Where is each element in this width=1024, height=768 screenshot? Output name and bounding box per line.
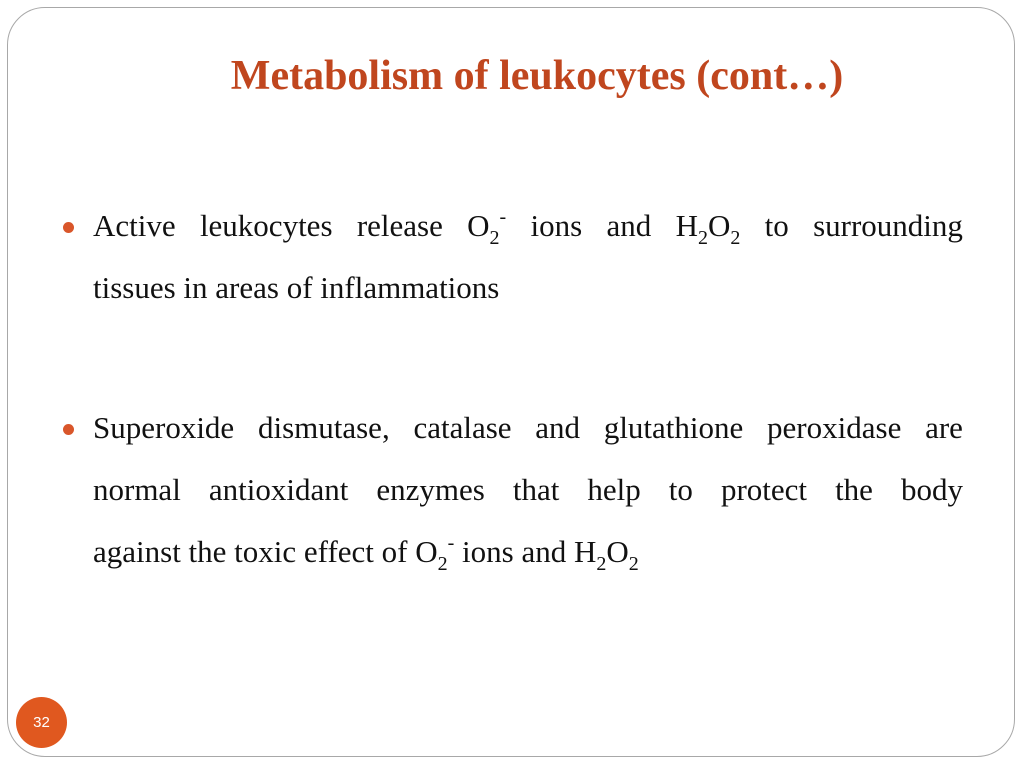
word: help (587, 472, 641, 507)
text-segment: ions and (454, 534, 574, 569)
word: protect (720, 472, 808, 507)
formula-subscript: 2 (437, 553, 448, 575)
bullet-2-line-3 (93, 521, 963, 583)
page-number-badge: 32 (16, 697, 67, 748)
formula-base: O (707, 208, 731, 243)
formula-base: O (467, 208, 490, 243)
formula-base: H (573, 534, 597, 569)
bullet-2-line-1 (93, 397, 963, 459)
word: dismutase, (257, 410, 390, 445)
word: catalase (413, 410, 512, 445)
formula-o2-ion (467, 195, 506, 257)
formula-o2-ion (415, 532, 455, 575)
formula-subscript: 2 (489, 227, 500, 249)
bullet-item-1 (93, 195, 963, 319)
bullet-1-line-2: tissues in areas of inflammations (93, 270, 500, 305)
word: glutathione (603, 410, 744, 445)
word: leukocytes (199, 208, 333, 243)
word: normal (93, 472, 181, 507)
word: and (606, 208, 652, 243)
formula-base: O (606, 534, 629, 569)
word: that (512, 472, 560, 507)
word: Active (93, 208, 176, 243)
word: the (835, 472, 873, 507)
word: peroxidase (767, 410, 902, 445)
formula-superscript: - (499, 206, 507, 228)
word: surrounding (813, 208, 963, 243)
word: Superoxide (93, 410, 235, 445)
formula-h2o2 (573, 534, 639, 575)
word: to (764, 208, 789, 243)
slide-title: Metabolism of leukocytes (cont…) (230, 53, 844, 99)
formula-subscript: 2 (730, 227, 741, 249)
formula-base: O (415, 534, 438, 569)
bullet-item-2 (93, 397, 963, 583)
formula-subscript: 2 (596, 553, 607, 575)
formula-superscript: - (447, 532, 455, 554)
word: ions (530, 208, 583, 243)
slide-frame (7, 7, 1015, 757)
word: and (535, 410, 581, 445)
word: release (356, 208, 443, 243)
bullet-dot-icon (63, 424, 74, 435)
word: are (925, 410, 963, 445)
formula-h2o2 (676, 195, 741, 257)
word: enzymes (376, 472, 485, 507)
formula-base: H (675, 208, 698, 243)
bullet-dot-icon (63, 222, 74, 233)
word: antioxidant (208, 472, 349, 507)
text-segment: against the toxic effect of (93, 534, 416, 569)
word: body (900, 472, 963, 507)
formula-subscript: 2 (628, 553, 639, 575)
bullet-1-line-1 (93, 195, 963, 257)
word: to (668, 472, 693, 507)
bullet-2-line-2 (93, 459, 963, 521)
formula-subscript: 2 (697, 227, 708, 249)
